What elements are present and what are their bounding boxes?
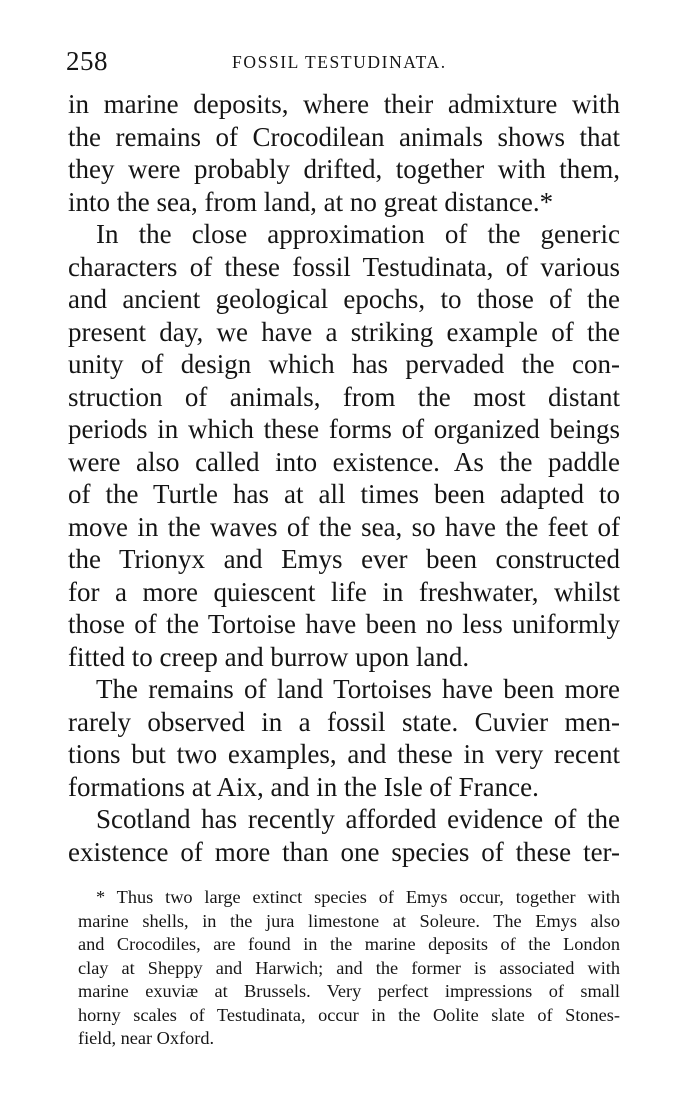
body-line: they were probably drifted, together with them, — [68, 154, 620, 184]
footnote — [78, 886, 620, 1051]
body-line: struction of animals, from the most distant — [68, 381, 620, 412]
body-line: The remains of land Tortoises have been more — [96, 674, 620, 704]
footnote-line: horny scales of Testudinata, occur in the Oolite slate of Stones- — [78, 1004, 620, 1025]
body-line: In the close approximation of the generic — [96, 219, 620, 249]
footnote-line: marine exuviæ at Brussels. Very perfect impressions of small — [78, 981, 620, 1001]
body-line: periods in which these forms of organized beings — [68, 414, 620, 444]
body-line: formations at Aix, and in the Isle of France. — [68, 771, 539, 802]
page-number: 258 — [66, 46, 108, 76]
body-line: rarely observed in a fossil state. Cuvier men- — [68, 706, 620, 737]
body-line: move in the waves of the sea, so have the feet of — [68, 511, 620, 542]
body-line: present day, we have a striking example of the — [68, 316, 620, 347]
body-text — [68, 88, 620, 868]
footnote-line: * Thus two large extinct species of Emys occur, together with — [96, 887, 620, 907]
body-line: of the Turtle has at all times been adapted to — [68, 479, 620, 509]
page-header — [66, 46, 618, 80]
footnote-line: clay at Sheppy and Harwich; and the former is associated with — [78, 957, 620, 978]
body-line: Scotland has recently afforded evidence of the — [96, 804, 620, 834]
body-line: existence of more than one species of these ter- — [68, 836, 620, 867]
running-title: FOSSIL TESTUDINATA. — [232, 52, 447, 72]
body-line: were also called into existence. As the paddle — [68, 446, 620, 477]
body-line: characters of these fossil Testudinata, of various — [68, 251, 620, 282]
body-line: in marine deposits, where their admixture with — [68, 89, 620, 119]
body-line: tions but two examples, and these in very recent — [68, 739, 620, 769]
body-line: the remains of Crocodilean animals shows that — [68, 121, 620, 152]
footnote-line: and Crocodiles, are found in the marine deposits of the London — [78, 934, 620, 954]
body-line: those of the Tortoise have been no less uniformly — [68, 609, 620, 639]
body-line: unity of design which has pervaded the con- — [68, 349, 620, 379]
body-line: and ancient geological epochs, to those of the — [68, 284, 620, 314]
body-line: into the sea, from land, at no great distance.* — [68, 186, 554, 217]
footnote-line: marine shells, in the jura limestone at Soleure. The Emys also — [78, 910, 620, 931]
footnote-line: field, near Oxford. — [78, 1028, 215, 1048]
body-line: fitted to creep and burrow upon land. — [68, 641, 470, 672]
body-line: the Trionyx and Emys ever been constructed — [68, 544, 620, 574]
body-line: for a more quiescent life in freshwater, whilst — [68, 576, 620, 607]
